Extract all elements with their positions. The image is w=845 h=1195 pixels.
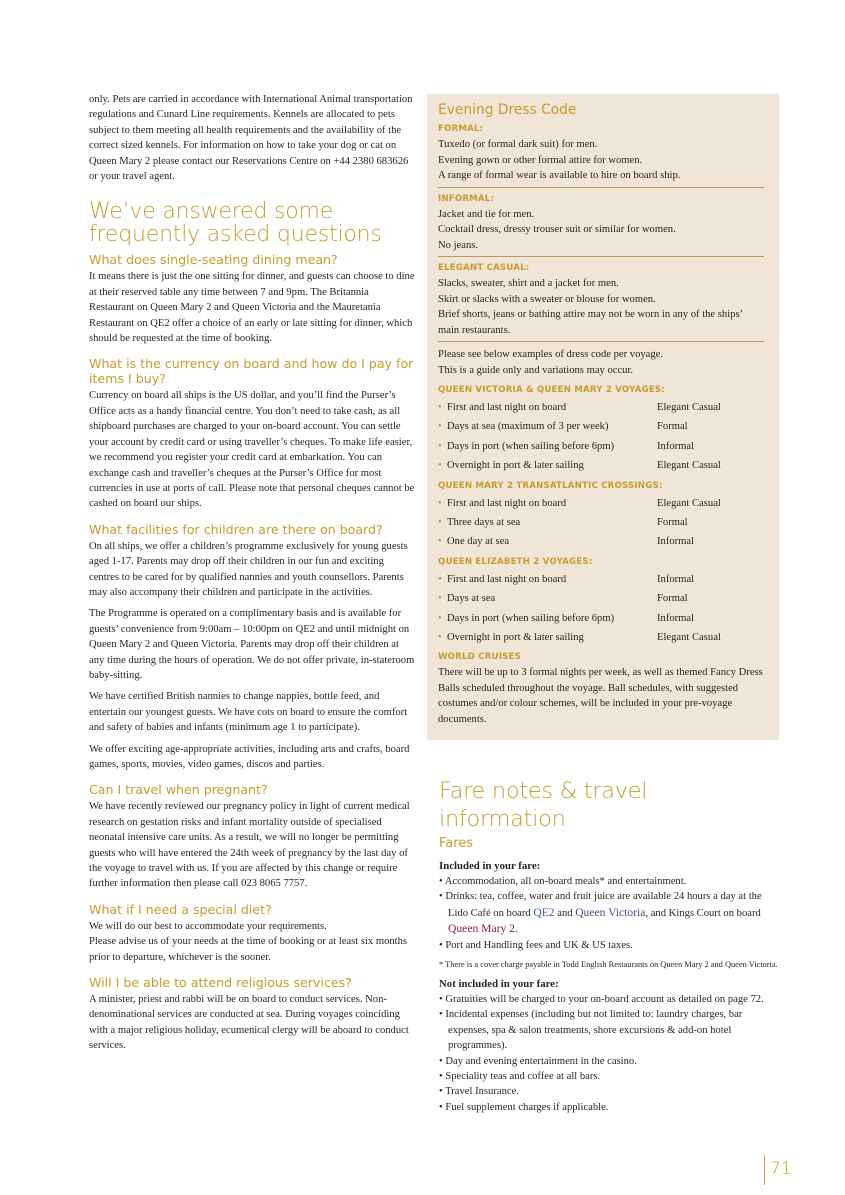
faq-answer-diet-2: Please advise us of your needs at the time of booking or at least six months prior to departure, whichever is the sooner. (89, 936, 408, 963)
occasion: Overnight in port & later sailing (447, 460, 584, 472)
dress-code: Elegant Casual (657, 460, 721, 472)
list-item: • Gratuities will be charged to your on-board account as detailed on page 72. (439, 992, 779, 1007)
world-cruises-label: WORLD CRUISES (438, 652, 521, 663)
drinks-text: and (554, 907, 576, 919)
faq-answer-children-2: The Programme is operated on a complimentary basis and is available for guests’ convenience from 9:00am – 10:00pm on QE2 and until midnight on Queen Mary 2 and Queen Victoria. Parents may drop off their children at any time during the hours of operation. We do not offer private, in-stateroom baby-sitting. (89, 608, 415, 681)
dress-code-box (427, 94, 779, 740)
not-included-label: Not included in your fare: (439, 978, 559, 991)
faq-question-diet: What if I need a special diet? (89, 901, 272, 917)
occasion: First and last night on board (447, 497, 567, 509)
dress-code: Informal (657, 573, 695, 585)
page-number: 71 (764, 1155, 792, 1185)
faq-question-currency: What is the currency on board and how do I pay for items I buy? (89, 356, 414, 387)
voyage-row (438, 532, 764, 551)
occasion: Days in port (when sailing before 6pm) (447, 612, 615, 624)
casual-line: Skirt or slacks with a sweater or blouse for women. (438, 293, 656, 305)
informal-line: Cocktail dress, dressy trouser suit or similar for women. (438, 224, 676, 235)
list-item: • Incidental expenses (including but not limited to: laundry charges, bar expenses, spa & salon treatments, shore excursions & add-on hotel programmes). (439, 1007, 779, 1053)
dress-code: Elegant Casual (657, 402, 721, 413)
dress-code: Informal (657, 440, 695, 452)
dress-code: Informal (657, 612, 695, 624)
informal-line: No jeans. (438, 239, 479, 251)
voyage-row (438, 437, 764, 456)
ship-name-qe2: QE2 (533, 905, 555, 919)
voyage-group-label: QUEEN ELIZABETH 2 VOYAGES: (438, 556, 593, 567)
bullet-icon: • (438, 517, 442, 529)
drinks-text: Drinks: tea, coffee, water and fruit juice are available 24 hours a day at the Lido Café on board (445, 891, 762, 919)
dress-code: Elegant Casual (657, 632, 721, 644)
included-list (439, 874, 779, 953)
faq-answer-children-1: On all ships, we offer a children’s programme exclusively for young guests aged 1-17. Parents may drop off their children in our fun and exciting centres to be cared for by qualified nannies and youth counsellors. Parents may also accompany their children and participate in the activities. (89, 540, 408, 598)
formal-line: Tuxedo (or formal dark suit) for men. (438, 139, 598, 150)
dress-code: Formal (657, 517, 688, 529)
occasion: Days in port (when sailing before 6pm) (447, 440, 615, 452)
list-item: • Day and evening entertainment in the casino. (439, 1054, 779, 1069)
voyage-group-label: QUEEN MARY 2 TRANSATLANTIC CROSSINGS: (438, 480, 663, 491)
dress-note: Please see below examples of dress code per voyage. (438, 349, 664, 360)
dress-note: This is a guide only and variations may occur. (438, 364, 634, 376)
faq-column (89, 92, 416, 1060)
bullet-icon: • (438, 612, 442, 624)
faq-answer-religious: A minister, priest and rabbi will be on board to conduct services. Non-denominational services are conducted at sea. During voyages coinciding with a major religious holiday, ecumenical clergy will be aboard to conduct services. (89, 994, 409, 1052)
bullet-icon: • (438, 460, 442, 472)
fare-notes-section (439, 777, 779, 1115)
faq-answer-currency: Currency on board all ships is the US dollar, and you’ll find the Purser’s Office acts as a handy financial centre. You don’t need to take cash, as all shipboard purchases are charged to your on-board account. You can settle your account by credit card or using traveller’s cheques. To make life easier, we recommend you register your credit card at embarkation. You can exchange cash and traveller’s cheques at the Purser’s Office for most currencies in use at ports of call. Please note that personal cheques cannot be cashed on board our ships. (89, 390, 415, 510)
voyage-row (438, 589, 764, 608)
formal-line: A range of formal wear is available to hire on board ship. (438, 170, 681, 181)
occasion: Days at sea (447, 593, 496, 605)
bullet-icon: • (438, 421, 442, 433)
included-label: Included in your fare: (439, 860, 541, 872)
bullet-icon: • (438, 440, 442, 452)
list-item: • Port and Handling fees and UK & US taxes. (439, 938, 779, 953)
fares-subtitle: Fares (439, 836, 474, 851)
occasion: Three days at sea (447, 517, 521, 529)
faq-question-pregnant: Can I travel when pregnant? (89, 782, 268, 798)
ship-name-queen-mary-2: Queen Mary 2. (448, 922, 518, 936)
voyage-row (438, 570, 764, 589)
footnote: * There is a cover charge payable in Todd English Restaurants on Queen Mary 2 and Queen Victoria. (439, 960, 778, 970)
faq-heading: We’ve answered some frequently asked questions (89, 199, 382, 248)
bullet-icon: • (438, 593, 442, 605)
divider (438, 256, 764, 257)
divider (438, 341, 764, 342)
informal-line: Jacket and tie for men. (438, 208, 535, 220)
list-item: • Accommodation, all on-board meals* and entertainment. (439, 874, 779, 889)
world-cruises-text: There will be up to 3 formal nights per week, as well as themed Fancy Dress Balls scheduled throughout the voyage. Ball schedules, with suggested costumes and/or colour schemes, will be included in your pre-voyage documents. (438, 667, 763, 725)
not-included-list (439, 992, 779, 1115)
fare-notes-title: Fare notes & travel information (439, 778, 648, 832)
list-item: • Fuel supplement charges if applicable. (439, 1100, 779, 1115)
dress-code: Formal (657, 421, 688, 433)
faq-question-religious: Will I be able to attend religious services? (89, 975, 352, 991)
bullet-icon: • (438, 573, 442, 585)
dress-code: Elegant Casual (657, 497, 721, 509)
voyage-row (438, 417, 764, 436)
faq-question-children: What facilities for children are there on board? (89, 521, 383, 537)
occasion: First and last night on board (447, 573, 567, 585)
bullet-icon: • (438, 632, 442, 644)
ship-name-queen-victoria: Queen Victoria (575, 905, 646, 919)
occasion: First and last night on board (447, 402, 567, 413)
list-item (439, 889, 779, 937)
formal-line: Evening gown or other formal attire for women. (438, 154, 643, 166)
dress-code: Informal (657, 536, 695, 548)
drinks-text: , and Kings Court on board (645, 907, 761, 919)
faq-answer-pregnant: We have recently reviewed our pregnancy policy in light of current medical research on gestation risks and infant mortality outside of specialised neonatal intensive care units. As a result, we will no longer be permitting guests who will have entered the 24th week of pregnancy by the last day of the voyage to travel with us. If you are affected by this change or require further information then please call 023 8065 7757. (89, 801, 410, 890)
casual-line: Brief shorts, jeans or bathing attire may not be worn in any of the ships’ main restaurants. (438, 309, 743, 336)
occasion: Overnight in port & later sailing (447, 632, 584, 644)
voyage-row (438, 456, 764, 475)
bullet-icon: • (438, 497, 442, 509)
intro-paragraph: only. Pets are carried in accordance with International Animal transportation regulations and Cunard Line requirements. Kennels are allocated to pets subject to them meeting all health requirements and the availability of the correct sized kennels. For information on how to take your dog or cat on Queen Mary 2 please contact our Reservations Centre on +44 2380 683626 or your travel agent. (89, 94, 413, 183)
bullet-icon: • (438, 402, 442, 413)
faq-answer-children-3: We have certified British nannies to change nappies, bottle feed, and entertain our youngest guests. We have cots on board to ensure the comfort and safety of babies and infants (minimum age 1 to participate). (89, 691, 408, 734)
voyage-group-label: QUEEN VICTORIA & QUEEN MARY 2 VOYAGES: (438, 385, 665, 395)
bullet-icon: • (438, 536, 442, 548)
faq-answer-children-4: We offer exciting age-appropriate activities, including arts and crafts, board games, sports, movies, video games, discos and parties. (89, 743, 410, 770)
list-item: • Travel Insurance. (439, 1084, 779, 1099)
dress-code-title: Evening Dress Code (438, 102, 577, 118)
voyage-row (438, 628, 764, 647)
faq-answer-diet-1: We will do our best to accommodate your requirements. (89, 920, 327, 932)
voyage-row (438, 513, 764, 532)
voyage-row (438, 494, 764, 513)
informal-label: INFORMAL: (438, 193, 495, 204)
voyage-row (438, 398, 764, 417)
list-item: • Speciality teas and coffee at all bars. (439, 1069, 779, 1084)
elegant-casual-label: ELEGANT CASUAL: (438, 263, 530, 273)
divider (438, 187, 764, 188)
faq-question-dining: What does single-seating dining mean? (89, 252, 338, 268)
dress-code: Formal (657, 593, 688, 605)
occasion: One day at sea (447, 536, 510, 548)
faq-answer-dining: It means there is just the one sitting for dinner, and guests can choose to dine at their reserved table any time between 7 and 9pm. The Britannia Restaurant on Queen Mary 2 and Queen Victoria and the Mauretania Restaurant on QE2 offer a choice of an early or late sitting for dinner, which should be requested at the time of booking. (89, 271, 415, 345)
formal-label: FORMAL: (438, 124, 484, 134)
voyage-row (438, 609, 764, 628)
occasion: Days at sea (maximum of 3 per week) (447, 421, 609, 433)
casual-line: Slacks, sweater, shirt and a jacket for men. (438, 278, 619, 289)
